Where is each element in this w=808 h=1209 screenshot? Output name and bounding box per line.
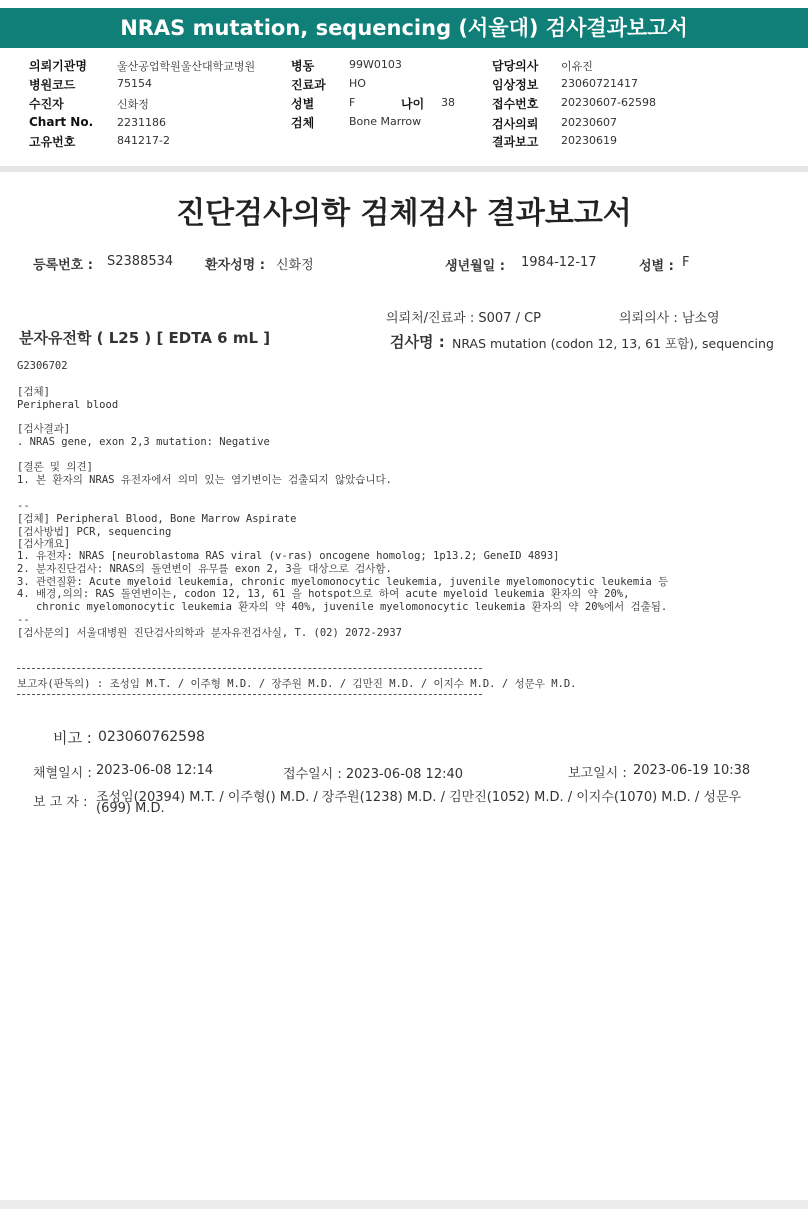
patient-name-value: 신화정 <box>276 258 314 273</box>
info-label: 결과보고 <box>492 135 539 149</box>
result-line: [검체] Peripheral Blood, Bone Marrow Aspirate <box>17 513 297 525</box>
result-line: [검사결과] <box>17 423 71 435</box>
result-line: -- <box>17 614 30 626</box>
specimen-id: G2306702 <box>17 360 68 372</box>
patient-name-label: 환자성명 : <box>205 258 265 273</box>
test-name-label: 검사명 : <box>390 333 445 351</box>
result-line: . NRAS gene, exon 2,3 mutation: Negative <box>17 436 270 448</box>
info-value: 20230607-62598 <box>561 96 656 109</box>
requesting-doctor: 의뢰의사 : 남소영 <box>619 311 720 326</box>
info-label: 병동 <box>291 59 315 73</box>
note-value: 023060762598 <box>98 729 205 745</box>
info-label: 담당의사 <box>492 59 539 73</box>
info-label: 고유번호 <box>29 135 76 149</box>
dashed-rule <box>17 668 482 669</box>
sex-label: 성별 : <box>639 259 674 274</box>
result-line: [검사방법] PCR, sequencing <box>17 526 172 538</box>
patient-info-panel <box>0 48 808 167</box>
reporters-line: 보고자(판독의) : 조성임 M.T. / 이주형 M.D. / 장주원 M.D. / 김만진 M.D. / 이지수 M.D. / 성문우 M.D. <box>17 678 577 690</box>
info-value: 23060721417 <box>561 77 638 90</box>
birthdate-value: 1984-12-17 <box>521 255 597 270</box>
reporter-value: 조성임(20394) M.T. / 이주형() M.D. / 장주원(1238) M.D. / 김만진(1052) M.D. / 이지수(1070) M.D. / 성문우 <box>96 790 742 805</box>
info-value: 841217-2 <box>117 134 170 147</box>
test-name-value: NRAS mutation (codon 12, 13, 61 포함), sequencing <box>452 336 774 351</box>
dashed-rule <box>17 694 482 695</box>
info-label: 병원코드 <box>29 78 76 92</box>
result-line: -- <box>17 500 30 512</box>
info-value: HO <box>349 77 366 90</box>
info-value: 75154 <box>117 77 152 90</box>
info-label: 수진자 <box>29 97 64 111</box>
report-document <box>0 172 808 1200</box>
result-line: [검사개요] <box>17 538 71 550</box>
info-value: 99W0103 <box>349 58 402 71</box>
info-value: 울산공업학원울산대학교병원 <box>117 60 256 73</box>
registration-label: 등록번호 : <box>33 258 93 273</box>
note-label: 비고 : <box>53 729 92 747</box>
age-value: 38 <box>441 96 455 109</box>
report-time-label: 보고일시 : <box>568 766 627 781</box>
result-line: chronic myelomonocytic leukemia 환자의 약 40%, juvenile myelomonocytic leukemia 환자의 약 20%에서 검출됨. <box>17 601 668 613</box>
info-value: 2231186 <box>117 116 166 129</box>
birthdate-label: 생년월일 : <box>445 259 505 274</box>
page-bottom-strip <box>0 1200 808 1209</box>
reporter-label: 보 고 자 : <box>33 795 88 810</box>
reporter-value-cont: (699) M.D. <box>96 801 165 816</box>
requesting-department: 의뢰처/진료과 : S007 / CP <box>386 311 541 326</box>
report-time-value: 2023-06-19 10:38 <box>633 763 751 778</box>
info-label: 접수번호 <box>492 97 539 111</box>
info-label: 임상정보 <box>492 78 539 92</box>
result-line: [검사문의] 서울대병원 진단검사의학과 분자유전검사실, T. (02) 2072-2937 <box>17 627 403 639</box>
result-line: 1. 본 환자의 NRAS 유전자에서 의미 있는 염기변이는 검출되지 않았습니다. <box>17 474 393 486</box>
sex-value: F <box>682 255 690 270</box>
result-line: 2. 분자진단검사: NRAS의 돌연변이 유무를 exon 2, 3을 대상으로 검사함. <box>17 563 392 575</box>
info-value: Bone Marrow <box>349 115 422 128</box>
info-label: 의뢰기관명 <box>29 59 87 73</box>
info-label: Chart No. <box>29 115 94 129</box>
info-value: 신화정 <box>117 98 149 111</box>
report-header-title: NRAS mutation, sequencing (서울대) 검사결과보고서 <box>0 8 808 48</box>
info-value: 20230619 <box>561 134 617 147</box>
age-label: 나이 <box>401 97 425 111</box>
info-label: 진료과 <box>291 78 326 92</box>
registration-value: S2388534 <box>107 254 174 269</box>
test-section: 분자유전학 ( L25 ) [ EDTA 6 mL ] <box>19 329 271 347</box>
result-line: 1. 유전자: NRAS [neuroblastoma RAS viral (v-ras) oncogene homolog; 1p13.2; GeneID 4893] <box>17 550 560 562</box>
info-value: 20230607 <box>561 116 617 129</box>
result-line: Peripheral blood <box>17 399 119 411</box>
collection-time-label: 채혈일시 : <box>33 766 92 781</box>
info-value: F <box>349 96 356 109</box>
received-time: 접수일시 : 2023-06-08 12:40 <box>283 767 464 782</box>
result-line: 4. 배경,의의: RAS 돌연변이는, codon 12, 13, 61 을 hotspot으로 하여 acute myeloid leukemia 환자의 약 20%, <box>17 588 630 600</box>
collection-time-value: 2023-06-08 12:14 <box>96 763 214 778</box>
result-line: [검체] <box>17 386 50 398</box>
document-title: 진단검사의학 검체검사 결과보고서 <box>176 196 632 231</box>
info-label: 검사의뢰 <box>492 117 539 131</box>
result-line: [결론 및 의견] <box>17 461 94 473</box>
info-value: 이유진 <box>561 60 593 73</box>
result-line: 3. 관련질환: Acute myeloid leukemia, chronic myelomonocytic leukemia, juvenile myelomonocytic leukemia 등 <box>17 576 669 588</box>
info-label: 검체 <box>291 116 315 130</box>
info-label: 성별 <box>291 97 315 111</box>
